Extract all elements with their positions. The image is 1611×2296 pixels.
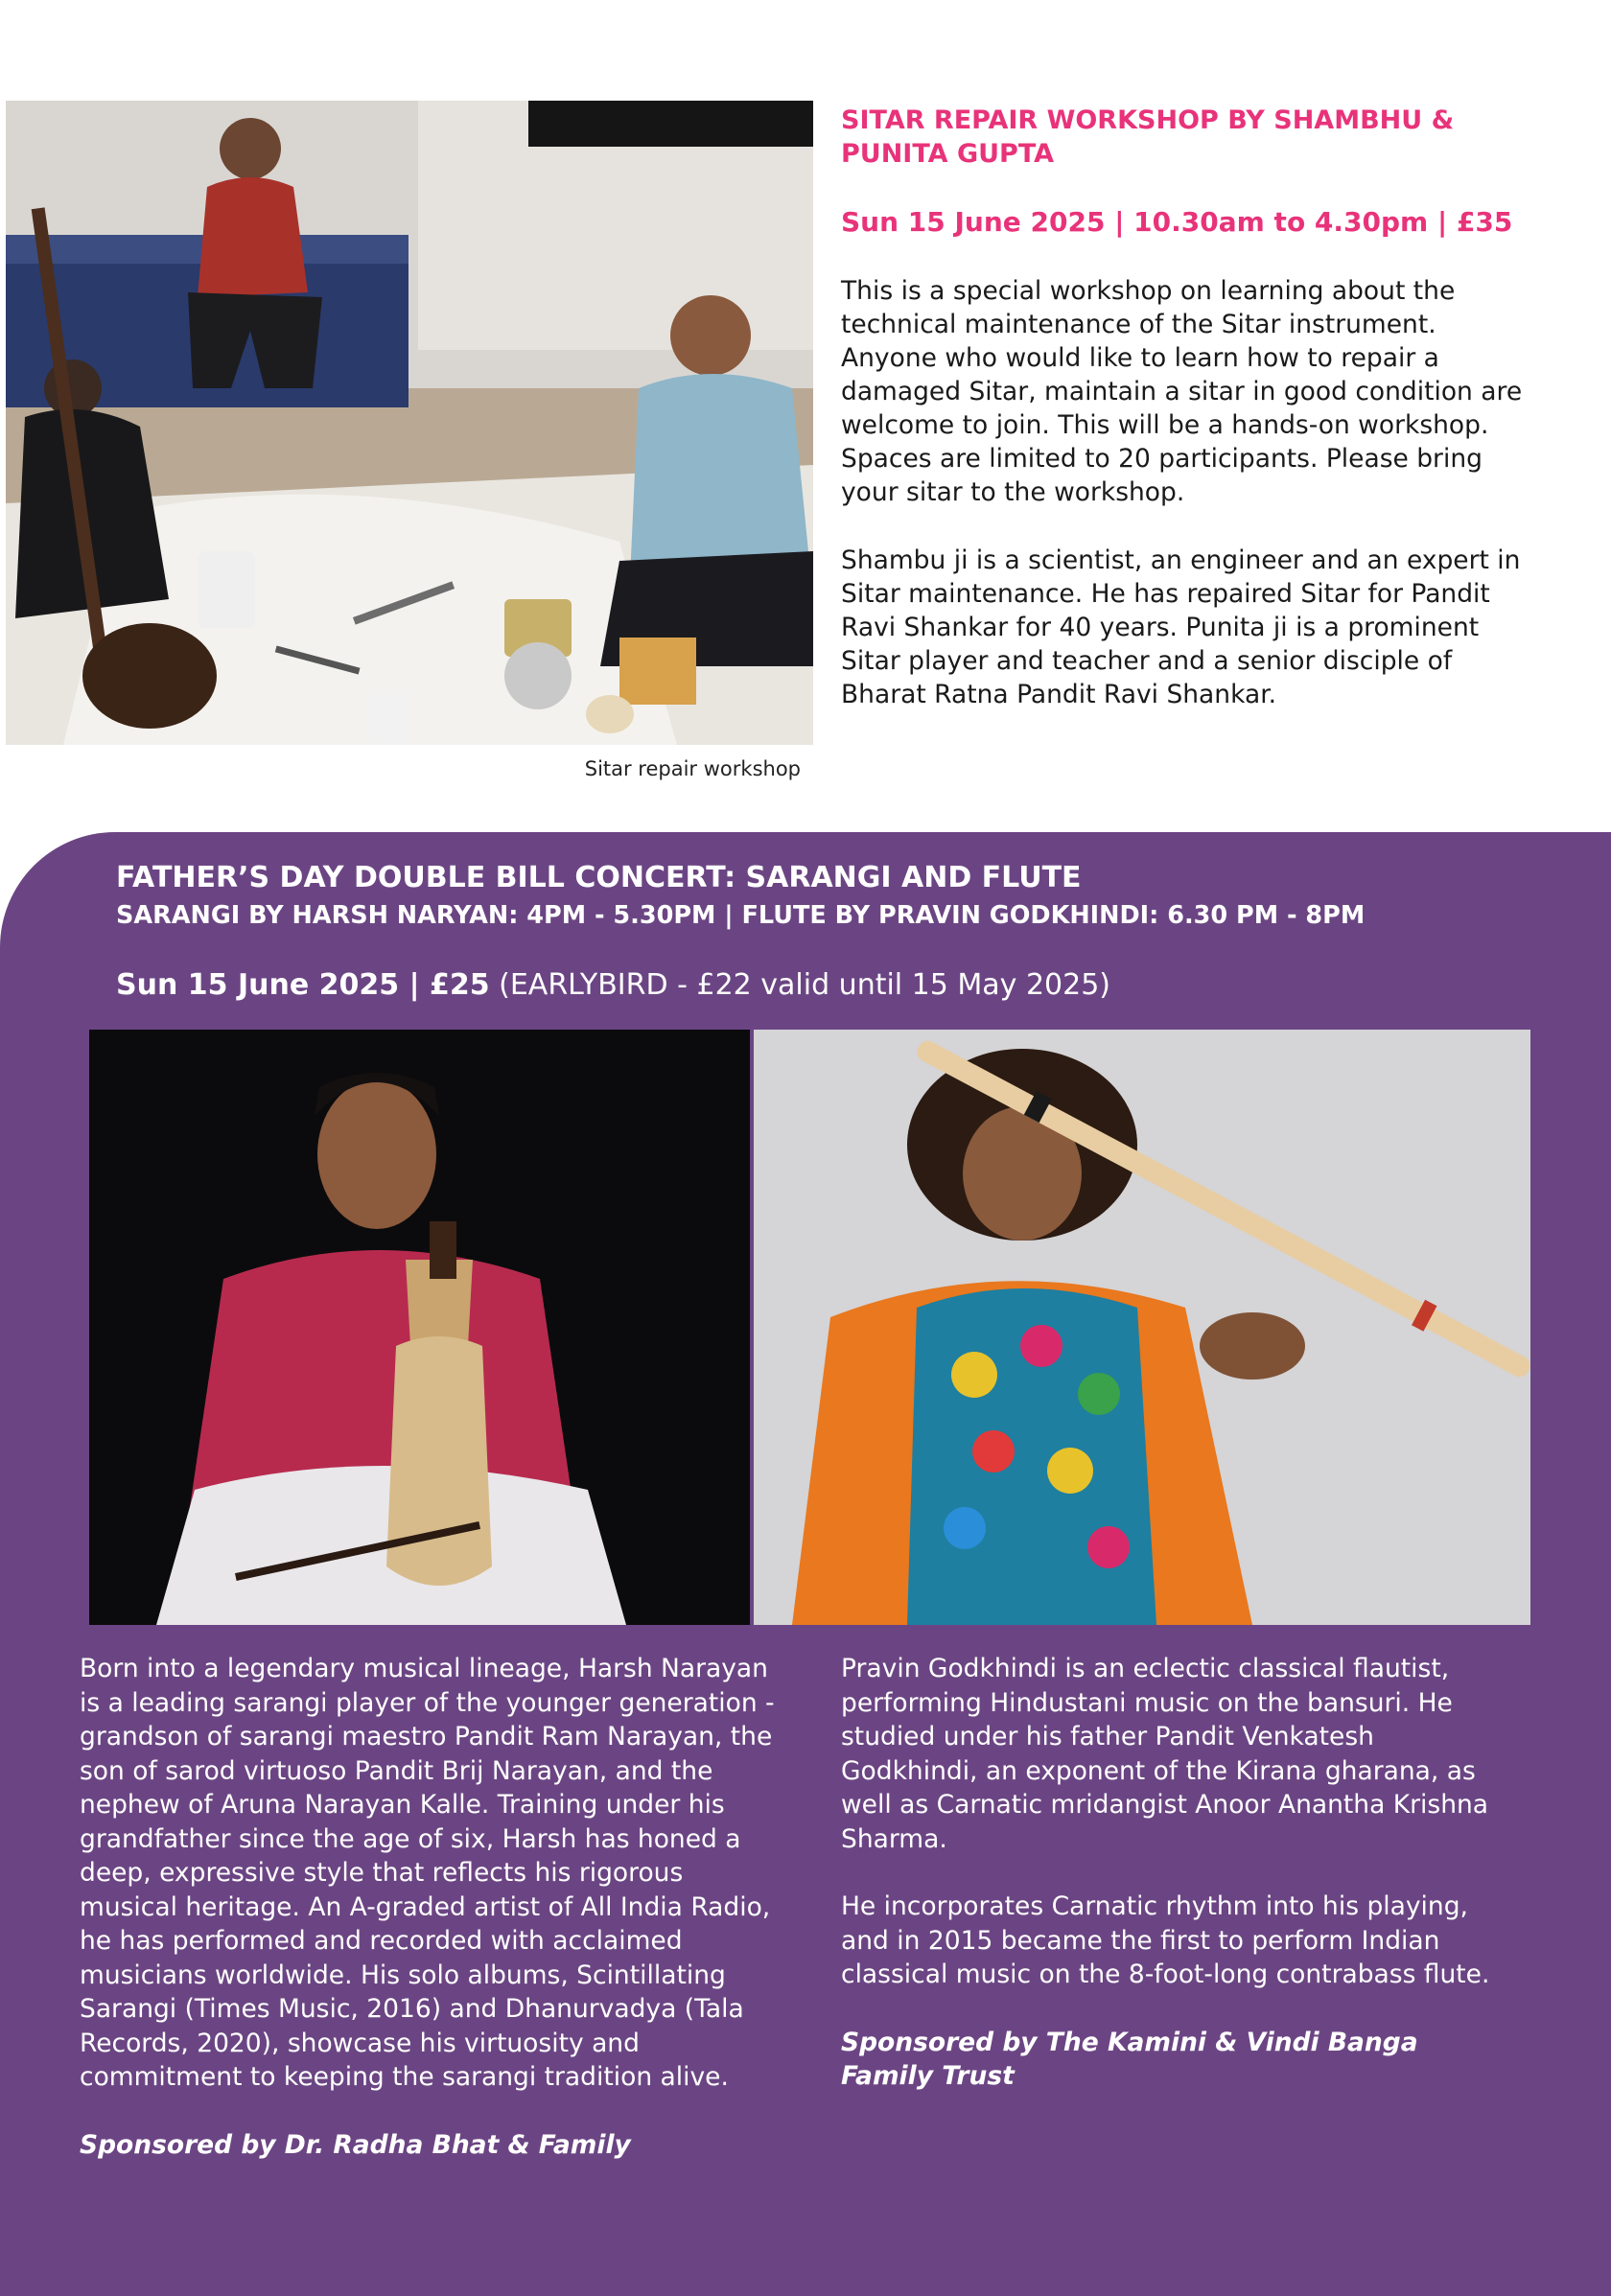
workshop-photo — [6, 101, 813, 745]
harsh-sponsor: Sponsored by Dr. Radha Bhat & Family — [80, 2129, 631, 2160]
pravin-godkhindi-photo — [754, 1030, 1530, 1625]
concert-title: FATHER’S DAY DOUBLE BILL CONCERT: SARANGI AND FLUTE — [116, 861, 1082, 894]
harsh-narayan-photo — [89, 1030, 750, 1625]
pravin-godkhindi-bio-2: He incorporates Carnatic rhythm into his playing, and in 2015 became the first to perform Indian classical music on the 8-foot-long contrabass flute. — [841, 1891, 1490, 1989]
pravin-godkhindi-column — [841, 1652, 1512, 2127]
workshop-title: SITAR REPAIR WORKSHOP BY SHAMBHU & PUNITA GUPTA — [841, 105, 1455, 169]
workshop-instructors-bio: Shambu ji is a scientist, an engineer and an expert in Sitar maintenance. He has repaired Sitar for Pandit Ravi Shankar for 40 years. Punita ji is a prominent Sitar player and teacher and a senior disciple of Bharat Ratna Pandit Ravi Shankar. — [841, 545, 1521, 709]
concert-date-price — [116, 966, 1554, 1005]
concert-subtitle: SARANGI BY HARSH NARYAN: 4PM - 5.30PM | FLUTE BY PRAVIN GODKHINDI: 6.30 PM - 8PM — [116, 901, 1366, 930]
harsh-narayan-bio: Born into a legendary musical lineage, Harsh Narayan is a leading sarangi player of the younger generation - grandson of sarangi maestro Pandit Ram Narayan, the son of sarod virtuoso Pandit Brij Narayan, and the nephew of Aruna Narayan Kalle. Training under his grandfather since the age of six, Harsh has honed a deep, expressive style that reflects his rigorous musical heritage. An A-graded artist of All India Radio, he has performed and recorded with acclaimed musicians worldwide. His solo albums, Scintillating Sarangi (Times Music, 2016) and Dhanurvadya (Tala Records, 2020), showcase his virtuosity and commitment to keeping the sarangi tradition alive. — [80, 1654, 775, 2092]
workshop-description: This is a special workshop on learning about the technical maintenance of the Sitar instrument. Anyone who would like to learn how to repair a damaged Sitar, maintain a sitar in good condition are welcome to join. This will be a hands-on workshop. Spaces are limited to 20 participants. Please bring your sitar to the workshop. — [841, 276, 1523, 507]
concert-date: Sun 15 June 2025 | £25 — [116, 968, 490, 1002]
earlybird-note: (EARLYBIRD - £22 valid until 15 May 2025) — [499, 968, 1110, 1002]
pravin-sponsor: Sponsored by The Kamini & Vindi Banga Family Trust — [841, 2027, 1418, 2091]
pravin-godkhindi-bio-1: Pravin Godkhindi is an eclectic classical flautist, performing Hindustani music on the bansuri. He studied under his father Pandit Venkatesh Godkhindi, an exponent of the Kirana gharana, as well as Carnatic mridangist Anoor Anantha Krishna Sharma. — [841, 1654, 1489, 1854]
workshop-date-line: Sun 15 June 2025 | 10.30am to 4.30pm | £35 — [841, 206, 1513, 238]
photo-caption: Sitar repair workshop — [584, 757, 801, 780]
harsh-narayan-column — [80, 1652, 780, 2195]
concert-panel — [0, 832, 1611, 2296]
